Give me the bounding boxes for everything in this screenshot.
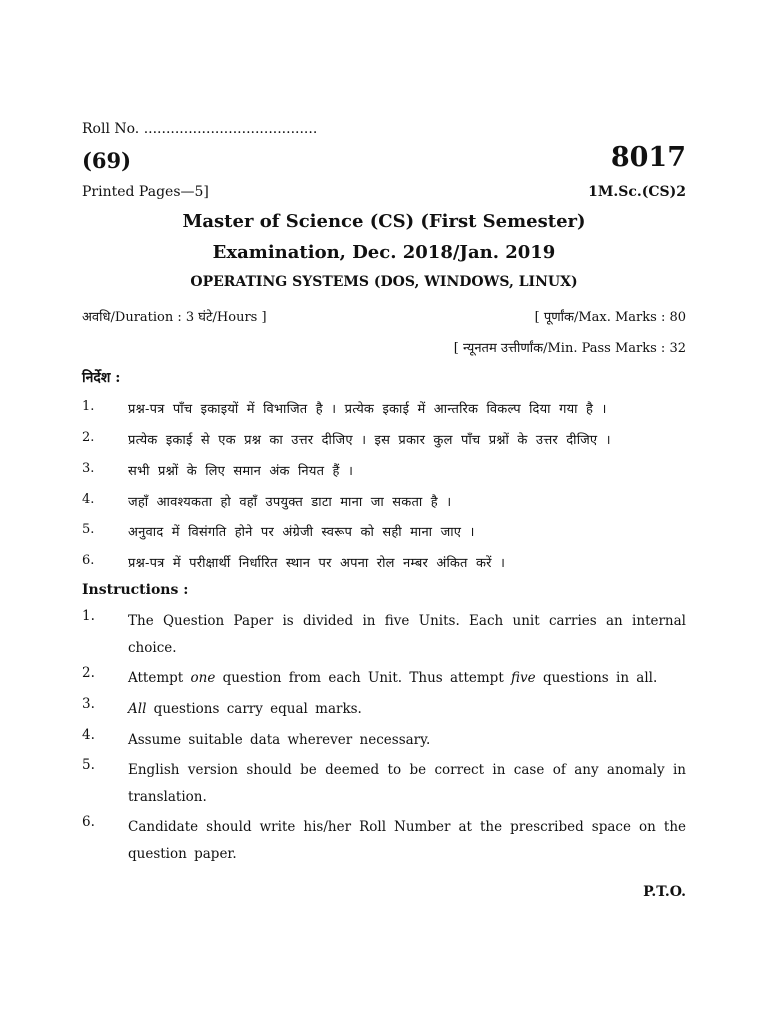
item-text: प्रत्येक इकाई से एक प्रश्न का उत्तर दीजिए । इस प्रकार कुल पाँच प्रश्नों के उत्तर दीजिए ।: [128, 433, 611, 448]
item-text: प्रश्न-पत्र पाँच इकाइयों में विभाजित है । प्रत्येक इकाई में आन्तरिक विकल्प दिया गया है ।: [128, 402, 607, 417]
item-number: 3.: [82, 696, 95, 712]
item-number: 1.: [82, 399, 95, 414]
item-number: 5.: [82, 522, 95, 537]
item-text: अनुवाद में विसंगति होने पर अंग्रेजी स्वरूप को सही माना जाए ।: [128, 525, 475, 540]
printed-pages: Printed Pages—5]: [82, 184, 209, 200]
roll-number-line: Roll No. .......................................: [82, 121, 318, 137]
exam-session: Examination, Dec. 2018/Jan. 2019: [212, 242, 556, 263]
item-number: 3.: [82, 461, 95, 476]
item-text: All questions carry equal marks.: [128, 701, 362, 717]
duration: अवधि/Duration : 3 घंटे/Hours ]: [82, 310, 267, 325]
subject-title: OPERATING SYSTEMS (DOS, WINDOWS, LINUX): [190, 274, 578, 290]
item-text: Assume suitable data wherever necessary.: [128, 732, 431, 748]
course-code: 1M.Sc.(CS)2: [588, 184, 686, 200]
item-text: प्रश्न-पत्र में परीक्षार्थी निर्धारित स्थान पर अपना रोल नम्बर अंकित करें ।: [128, 556, 506, 571]
please-turn-over: P.T.O.: [643, 884, 686, 900]
emphasis: one: [190, 670, 216, 686]
emphasis: All: [128, 701, 147, 717]
item-number: 2.: [82, 430, 95, 445]
item-number: 6.: [82, 553, 95, 568]
emphasis: five: [511, 670, 536, 686]
hindi-instruction-item: [82, 553, 686, 573]
hindi-instruction-item: [82, 399, 686, 419]
paper-serial-code: (69): [82, 148, 132, 173]
item-number: 4.: [82, 727, 95, 743]
item-number: 4.: [82, 492, 95, 507]
hindi-instruction-item: [82, 492, 686, 512]
max-marks: [ पूर्णांक/Max. Marks : 80: [534, 310, 686, 325]
english-instructions-heading: Instructions :: [82, 582, 189, 598]
paper-number: 8017: [610, 142, 686, 173]
item-text: Candidate should write his/her Roll Number at the prescribed space on the question paper.: [128, 819, 686, 862]
exam-title: Master of Science (CS) (First Semester): [182, 211, 586, 232]
item-text: English version should be deemed to be correct in case of any anomaly in translation.: [128, 762, 686, 805]
item-number: 6.: [82, 814, 95, 830]
item-text: जहाँ आवश्यकता हो वहाँ उपयुक्त डाटा माना जा सकता है ।: [128, 495, 452, 510]
item-text: The Question Paper is divided in five Units. Each unit carries an internal choice.: [128, 613, 686, 656]
hindi-instruction-item: [82, 430, 686, 450]
item-number: 1.: [82, 608, 95, 624]
item-number: 2.: [82, 665, 95, 681]
item-number: 5.: [82, 757, 95, 773]
hindi-instructions-heading: निर्देश :: [82, 370, 121, 386]
hindi-instruction-item: [82, 461, 686, 481]
min-pass-marks: [ न्यूनतम उत्तीर्णांक/Min. Pass Marks : 32: [453, 341, 686, 356]
item-text: सभी प्रश्नों के लिए समान अंक नियत हैं ।: [128, 464, 354, 479]
hindi-instruction-item: [82, 522, 686, 542]
item-text: Attempt one question from each Unit. Thus attempt five questions in all.: [128, 670, 658, 686]
